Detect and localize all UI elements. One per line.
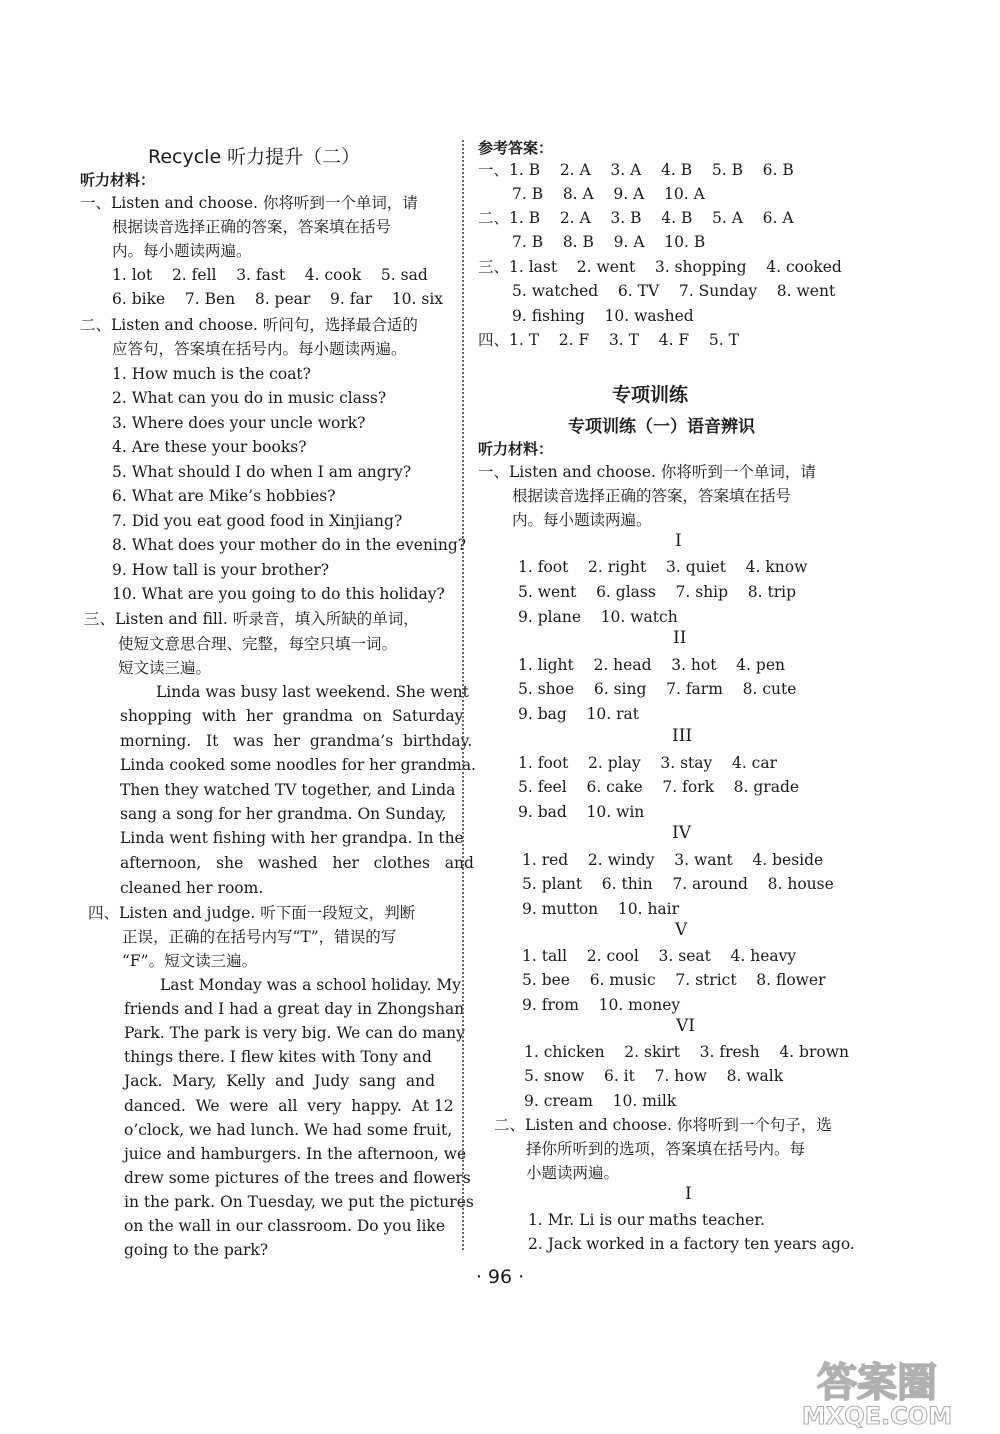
answer-row: 7. B 8. B 9. A 10. B bbox=[512, 233, 706, 251]
right-s1-line3: 内。每小题读两遍。 bbox=[512, 511, 652, 529]
group-numeral: IV bbox=[672, 823, 691, 843]
answer-row: 四、1. T 2. F 3. T 4. F 5. T bbox=[478, 331, 739, 349]
passage-line: going to the park? bbox=[124, 1241, 269, 1259]
section-main-title: 专项训练 bbox=[612, 384, 689, 406]
left-s1-line3: 内。每小题读两遍。 bbox=[112, 242, 252, 260]
question: 10. What are you going to do this holiday? bbox=[112, 585, 445, 603]
group-numeral: I bbox=[685, 1184, 692, 1204]
answer-row: 5. watched 6. TV 7. Sunday 8. went bbox=[512, 282, 836, 300]
left-s3-line2: 使短文意思合理、完整，每空只填一词。 bbox=[118, 635, 398, 653]
passage-line: friends and I had a great day in Zhongshan bbox=[124, 1000, 465, 1018]
question: 6. What are Mike’s hobbies? bbox=[112, 487, 336, 505]
page-number: · 96 · bbox=[475, 1266, 525, 1288]
question: 5. What should I do when I am angry? bbox=[112, 463, 412, 481]
question: 8. What does your mother do in the evening? bbox=[112, 536, 467, 554]
question: 3. Where does your uncle work? bbox=[112, 414, 366, 432]
group-numeral: V bbox=[675, 920, 688, 940]
passage-line: Park. The park is very big. We can do many bbox=[124, 1024, 465, 1042]
left-s3-line1: 三、Listen and fill. 听录音，填入所缺的单词， bbox=[84, 610, 419, 628]
left-s3-line3: 短文读三遍。 bbox=[118, 659, 212, 677]
word-row: 9. plane 10. watch bbox=[518, 608, 678, 626]
left-s1-items1: 1. lot 2. fell 3. fast 4. cook 5. sad bbox=[112, 266, 428, 284]
group-numeral: VI bbox=[676, 1016, 695, 1036]
passage-line: on the wall in our classroom. Do you like bbox=[124, 1217, 445, 1235]
passage-line: o’clock, we had lunch. We had some fruit, bbox=[124, 1121, 453, 1139]
group-numeral: III bbox=[672, 726, 693, 746]
passage-line: Linda cooked some noodles for her grandma. bbox=[120, 756, 476, 774]
question: 9. How tall is your brother? bbox=[112, 561, 330, 579]
word-row: 1. tall 2. cool 3. seat 4. heavy bbox=[522, 947, 797, 965]
answer-row: 9. fishing 10. washed bbox=[512, 307, 694, 325]
column-divider bbox=[462, 140, 464, 1250]
answers-label: 参考答案： bbox=[478, 139, 554, 157]
word-row: 5. snow 6. it 7. how 8. walk bbox=[524, 1067, 784, 1085]
left-s1-line1: 一、Listen and choose. 你将听到一个单词，请 bbox=[80, 194, 418, 212]
passage-line: Then they watched TV together, and Linda bbox=[120, 781, 456, 799]
passage-line: danced. We were all very happy. At 12 bbox=[124, 1097, 454, 1115]
passage-line: Linda went fishing with her grandpa. In the bbox=[120, 829, 464, 847]
passage-line: afternoon, she washed her clothes and bbox=[120, 854, 474, 872]
left-listening-label: 听力材料： bbox=[80, 171, 156, 189]
group-numeral: I bbox=[675, 531, 682, 551]
word-row: 1. light 2. head 3. hot 4. pen bbox=[518, 656, 785, 674]
word-row: 5. feel 6. cake 7. fork 8. grade bbox=[518, 778, 800, 796]
question: 1. How much is the coat? bbox=[112, 365, 311, 383]
sentence-row: 1. Mr. Li is our maths teacher. bbox=[528, 1211, 765, 1229]
question: 7. Did you eat good food in Xinjiang? bbox=[112, 512, 403, 530]
group-numeral: II bbox=[673, 628, 687, 648]
left-title: Recycle 听力提升（二） bbox=[148, 146, 361, 168]
svg-text:答案圈: 答案圈 bbox=[817, 1360, 937, 1406]
left-s4-line1: 四、Listen and judge. 听下面一段短文，判断 bbox=[88, 904, 416, 922]
right-listening-label: 听力材料： bbox=[478, 440, 554, 458]
answer-row: 二、1. B 2. A 3. B 4. B 5. A 6. A bbox=[478, 209, 794, 227]
answer-row: 三、1. last 2. went 3. shopping 4. cooked bbox=[478, 258, 842, 276]
question: 2. What can you do in music class? bbox=[112, 389, 387, 407]
passage-line: things there. I flew kites with Tony and bbox=[124, 1048, 432, 1066]
word-row: 1. foot 2. right 3. quiet 4. know bbox=[518, 558, 808, 576]
passage-line: juice and hamburgers. In the afternoon, we bbox=[124, 1145, 467, 1163]
left-s4-line2: 正误，正确的在括号内写“T”，错误的写 bbox=[122, 928, 397, 946]
passage-line: cleaned her room. bbox=[120, 879, 264, 897]
passage-line: in the park. On Tuesday, we put the pictures bbox=[124, 1193, 474, 1211]
passage-line: shopping with her grandma on Saturday bbox=[120, 707, 464, 725]
word-row: 5. shoe 6. sing 7. farm 8. cute bbox=[518, 680, 797, 698]
question: 4. Are these your books? bbox=[112, 438, 307, 456]
svg-text:MXQE.COM: MXQE.COM bbox=[801, 1402, 953, 1430]
passage-line: Jack. Mary, Kelly and Judy sang and bbox=[124, 1072, 435, 1090]
sentence-row: 2. Jack worked in a factory ten years ago. bbox=[528, 1235, 855, 1253]
watermark-logo bbox=[772, 1352, 982, 1430]
left-s2-line1: 二、Listen and choose. 听问句，选择最合适的 bbox=[80, 316, 418, 334]
answer-row: 7. B 8. A 9. A 10. A bbox=[512, 185, 705, 203]
word-row: 9. cream 10. milk bbox=[524, 1092, 677, 1110]
word-row: 5. plant 6. thin 7. around 8. house bbox=[522, 875, 834, 893]
left-s1-line2: 根据读音选择正确的答案，答案填在括号 bbox=[112, 218, 392, 236]
passage-line: morning. It was her grandma’s birthday. bbox=[120, 732, 473, 750]
word-row: 5. bee 6. music 7. strict 8. flower bbox=[522, 971, 826, 989]
passage-line: Last Monday was a school holiday. My bbox=[160, 976, 461, 994]
right-s1-line2: 根据读音选择正确的答案，答案填在括号 bbox=[512, 487, 792, 505]
passage-line: Linda was busy last weekend. She went bbox=[156, 683, 469, 701]
word-row: 1. chicken 2. skirt 3. fresh 4. brown bbox=[524, 1043, 849, 1061]
word-row: 9. bag 10. rat bbox=[518, 705, 639, 723]
section-sub-title: 专项训练（一）语音辨识 bbox=[568, 417, 755, 437]
word-row: 9. mutton 10. hair bbox=[522, 900, 680, 918]
word-row: 5. went 6. glass 7. ship 8. trip bbox=[518, 583, 797, 601]
right-s2-line3: 小题读两遍。 bbox=[526, 1164, 620, 1182]
right-s1-line1: 一、Listen and choose. 你将听到一个单词，请 bbox=[478, 463, 816, 481]
word-row: 9. bad 10. win bbox=[518, 803, 645, 821]
passage-line: sang a song for her grandma. On Sunday, bbox=[120, 805, 447, 823]
passage-line: drew some pictures of the trees and flowers bbox=[124, 1169, 471, 1187]
word-row: 1. foot 2. play 3. stay 4. car bbox=[518, 754, 778, 772]
left-s2-line2: 应答句，答案填在括号内。每小题读两遍。 bbox=[112, 340, 407, 358]
answer-row: 一、1. B 2. A 3. A 4. B 5. B 6. B bbox=[478, 161, 794, 179]
right-s2-line1: 二、Listen and choose. 你将听到一个句子，选 bbox=[494, 1116, 832, 1134]
word-row: 1. red 2. windy 3. want 4. beside bbox=[522, 851, 824, 869]
left-s4-line3: “F”。短文读三遍。 bbox=[122, 952, 258, 970]
right-s2-line2: 择你所听到的选项，答案填在括号内。每 bbox=[526, 1140, 806, 1158]
left-s1-items2: 6. bike 7. Ben 8. pear 9. far 10. six bbox=[112, 290, 444, 308]
word-row: 9. from 10. money bbox=[522, 996, 681, 1014]
